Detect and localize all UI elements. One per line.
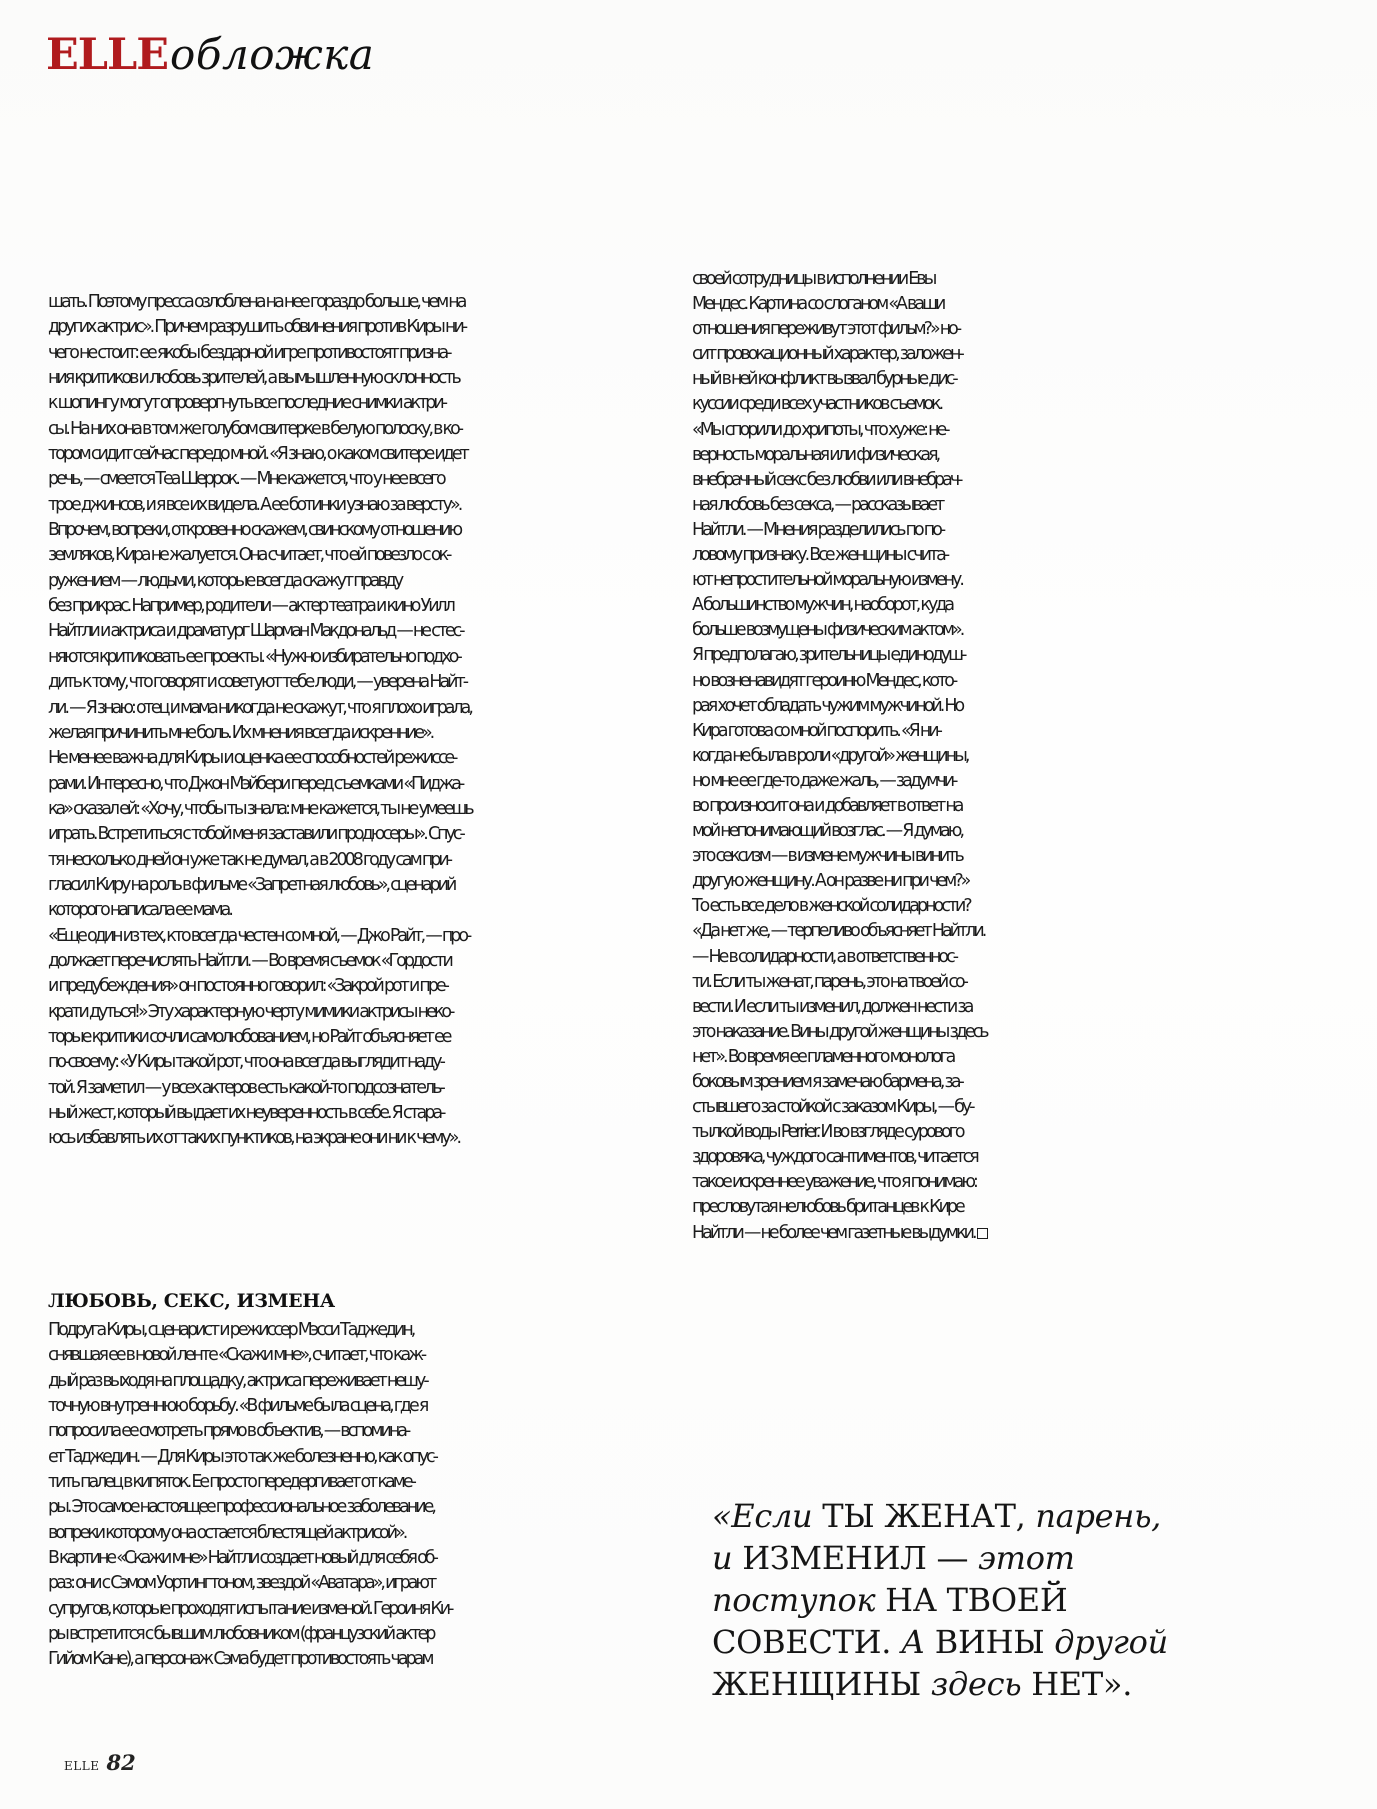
text-line: юсь избавлять их от таких пунктиков, на экране они ни к чему».: [48, 1128, 460, 1149]
text-line: гласил Киру на роль в фильме «Запретная любовь», сценарий: [48, 874, 455, 895]
text-line: снявшая ее в новой ленте «Скажи мне», считает, что каж-: [48, 1345, 425, 1366]
text-line: ры. Это самое настоящее профессиональное заболевание,: [48, 1497, 434, 1518]
pull-quote-line: [712, 1495, 1192, 1537]
pull-quote-italic-fragment: другой: [1054, 1623, 1168, 1661]
pull-quote-line: [712, 1663, 1192, 1705]
text-line: отношения переживут этот фильм?» но-: [692, 319, 960, 340]
text-line: сит провокационный характер, заложен-: [692, 344, 962, 365]
text-line: «Да нет же, — терпеливо объясняет Найтли.: [692, 921, 985, 942]
text-line: и предубеждения» он постоянно говорил: «Закрой рот и пре-: [48, 976, 447, 997]
pull-quote-italic-fragment: этот: [978, 1539, 1075, 1577]
text-line: ют непростительной моральную измену.: [692, 570, 962, 591]
text-line: «Еще один из тех, кто всегда честен со мной, — Джо Райт, — про-: [48, 925, 470, 946]
page-number: 82: [106, 1750, 136, 1775]
text-line: шать. Поэтому пресса озлоблена на нее гораздо больше, чем на: [48, 292, 465, 312]
text-line: В картине «Скажи мне» Найтли создает новый для себя об-: [48, 1548, 436, 1569]
text-line: других актрис». Причем разрушить обвинения против Киры ни-: [48, 317, 466, 338]
pull-quote-italic-fragment: поступок: [712, 1581, 886, 1619]
text-line: своей сотрудницы в исполнении Евы: [692, 269, 935, 289]
text-line: той. Я заметил — у всех актеров есть какой-то подсознатель-: [48, 1077, 443, 1098]
text-line: «Мы спорили до хрипоты, что хуже: не-: [692, 419, 948, 440]
text-line: ружением — людьми, которые всегда скажут правду: [48, 570, 402, 591]
text-line-final: [692, 1221, 1122, 1246]
text-line: рами. Интересно, что Джон Мэйбери перед съемками «Пиджа-: [48, 773, 463, 794]
text-line: когда не была в роли «другой» женщины,: [692, 745, 968, 766]
section-header: [46, 30, 374, 90]
text-line: То есть все дело в женской солидарности?: [692, 896, 970, 917]
text-line: супругов, которые проходят испытание изменой. Героиня Ки-: [48, 1598, 452, 1619]
text-line: Кира готова со мной поспорить. «Я ни-: [692, 720, 940, 741]
text-line: ный жест, который выдает их неуверенность в себе. Я стара-: [48, 1103, 444, 1123]
text-line: попросила ее смотреть прямо в объектив, — вспомина-: [48, 1421, 409, 1442]
text-line: тить палец в кипяток. Ее просто передергивает от каме-: [48, 1472, 414, 1493]
text-line: пресловутая нелюбовь британцев к Кире: [692, 1197, 963, 1218]
pull-quote-caps-fragment: ТЫ ЖЕНАТ,: [822, 1497, 1036, 1535]
text-line: торые критики сочли самолюбованием, но Райт объясняет ее: [48, 1026, 450, 1047]
text-line: земляков, Кира не жалуется. Она считает, что ей повезло с ок-: [48, 545, 450, 566]
text-line: другую женщину. А он разве ни при чем?»: [692, 871, 969, 892]
text-line: ния критиков и любовь зрителей, а вымышленную склонность: [48, 368, 459, 389]
text-line: тя несколько дней он уже так не думал, а в 2008 году сам при-: [48, 849, 451, 870]
text-line: трое джинсов, и я все их видела. А ее ботинки узнаю за версту».: [48, 494, 461, 515]
text-line: чего не стоит: ее якобы бездарной игре противостоят призна-: [48, 342, 450, 363]
pull-quote-caps-fragment: СОВЕСТИ.: [712, 1623, 901, 1661]
text-line: Не менее важна для Киры и оценка ее способностей режиссе-: [48, 748, 456, 769]
subheading: ЛЮБОВЬ, СЕКС, ИЗМЕНА: [48, 1290, 335, 1312]
elle-logo: ELLE: [46, 30, 169, 80]
text-line: по-своему: «У Киры такой рот, что она всегда выглядит наду-: [48, 1052, 443, 1073]
text-line: рая хочет обладать чужим мужчиной. Но: [692, 695, 963, 716]
text-line: внебрачный секс без любви или внебрач-: [692, 469, 961, 490]
text-line: мой непонимающий возглас. — Я думаю,: [692, 821, 963, 842]
text-line: ка» сказал ей: «Хочу, чтобы ты знала: мне кажется, ты не умеешь: [48, 798, 472, 819]
text-line: — Не в солидарности, а в ответственнос-: [692, 946, 957, 967]
footer-brand: ELLE: [64, 1759, 100, 1773]
text-line: А большинство мужчин, наоборот, куда: [692, 595, 953, 616]
text-line: ет Таджедин. — Для Киры это так же болезненно, как опус-: [48, 1446, 436, 1467]
section-title: обложка: [170, 30, 375, 79]
left-column-text-part-1: [48, 290, 648, 1152]
pull-quote-caps-fragment: ИЗМЕНИЛ —: [742, 1539, 979, 1577]
text-line: дый раз выходя на площадку, актриса переживает нешу-: [48, 1370, 427, 1391]
text-line: крати дуться!» Эту характерную черту мимики актрисы неко-: [48, 1001, 453, 1022]
text-line: играть. Встретиться с тобой меня заставили продюсеры». Спус-: [48, 824, 463, 845]
pull-quote-line: [712, 1537, 1192, 1579]
text-line: верность моральная или физическая,: [692, 444, 939, 465]
text-line: без прикрас. Например, родители — актер театра и кино Уилл: [48, 596, 453, 617]
text-line: няются критиковать ее проекты. «Нужно избирательно подхо-: [48, 646, 460, 667]
pull-quote-line: [712, 1621, 1192, 1663]
text-line: Впрочем, вопреки, откровенно скажем, свинскому отношению: [48, 520, 461, 541]
text-line: раз: они с Сэмом Уортингтоном, звездой «Аватара», играют: [48, 1573, 435, 1594]
text-line: Найтли — не более чем газетные выдумки.: [692, 1222, 975, 1243]
text-line: но возненавидят героиню Мендес, кото-: [692, 670, 956, 691]
text-line: ная любовь без секса, — рассказывает: [692, 494, 943, 515]
right-column-text: [692, 267, 1122, 1246]
text-line: это сексизм — в измене мужчины винить: [692, 846, 962, 867]
text-line: к шопингу могут опровергнуть все последние снимки актри-: [48, 393, 446, 414]
pull-quote-italic-fragment: парень,: [1035, 1497, 1162, 1535]
text-line: ры встретится с бывшим любовником (французский актер: [48, 1624, 434, 1645]
text-line: больше возмущены физическим актом».: [692, 620, 963, 641]
text-line: желая причинить мне боль. Их мнения всегда искренние».: [48, 722, 433, 743]
text-line: ловому признаку. Все женщины счита-: [692, 545, 948, 566]
text-line: точную внутреннюю борьбу. «В фильме была сцена, где я: [48, 1396, 427, 1417]
text-line: должает перечислять Найтли. — Во время съемок «Гордости: [48, 950, 451, 971]
text-line: это наказание. Вины другой женщины здесь: [692, 1021, 987, 1042]
pull-quote-caps-fragment: НЕТ».: [1031, 1665, 1133, 1703]
text-line: речь, — смеется Теа Шеррок. — Мне кажется, что у нее всего: [48, 469, 444, 490]
page-footer: [64, 1750, 136, 1775]
text-line: вопреки которому она остается блестящей актрисой».: [48, 1522, 406, 1543]
text-line: Гийом Кане), а персонаж Сэма будет противостоять чарам: [48, 1649, 432, 1670]
text-line: нет». Во время ее пламенного монолога: [692, 1046, 954, 1067]
text-line: здоровяка, чуждого сантиментов, читается: [692, 1147, 977, 1168]
text-line: куссии среди всех участников съемок.: [692, 394, 942, 415]
text-line: боковым зрением я замечаю бармена, за-: [692, 1072, 962, 1092]
text-line: тором сидит сейчас передо мной. «Я знаю, о каком свитере идет: [48, 444, 467, 465]
end-of-article-square-icon: [977, 1228, 988, 1239]
text-line: такое искреннее уважение, что я понимаю:: [692, 1172, 976, 1193]
text-line: сы. На них она в том же голубом свитерке в белую полоску, в ко-: [48, 418, 462, 439]
text-line: во произносит она и добавляет в ответ на: [692, 795, 962, 816]
pull-quote-caps-fragment: ЖЕНЩИНЫ: [712, 1665, 931, 1703]
text-line: вести. И если ты изменил, должен нести за: [692, 996, 972, 1017]
left-column-text-part-2: [48, 1318, 648, 1673]
text-line: Подруга Киры, сценарист и режиссер Мэсси Таджедин,: [48, 1320, 414, 1340]
pull-quote-italic-fragment: здесь: [930, 1665, 1032, 1703]
text-line: ный в ней конфликт вызвал бурные дис-: [692, 369, 956, 390]
text-line: Найтли и актриса и драматург Шарман Макдональд — не стес-: [48, 621, 463, 642]
pull-quote-line: [712, 1579, 1192, 1621]
pull-quote-italic-fragment: и: [712, 1539, 743, 1577]
pull-quote: [712, 1495, 1192, 1705]
text-line: ли. — Я знаю: отец и мама никогда не скажут, что я плохо играла,: [48, 697, 471, 718]
text-line: которого написала ее мама.: [48, 900, 231, 921]
text-line: но мне ее где-то даже жаль, — задумчи-: [692, 770, 956, 791]
text-line: Найтли. — Мнения разделились по по-: [692, 519, 944, 540]
text-line: тылкой воды Perrier. И во взгляде сурового: [692, 1122, 963, 1143]
text-line: ти. Если ты женат, парень, это на твоей со-: [692, 971, 966, 992]
text-line: Мендес. Картина со слоганом «А ваши: [692, 294, 944, 315]
pull-quote-italic-fragment: А: [900, 1623, 935, 1661]
text-line: Я предполагаю, зрительницы единодуш-: [692, 645, 965, 666]
text-line: стывшего за стойкой с заказом Киры, — бу-: [692, 1097, 973, 1118]
pull-quote-caps-fragment: ВИНЫ: [934, 1623, 1055, 1661]
pull-quote-caps-fragment: НА ТВОЕЙ: [885, 1581, 1068, 1619]
text-line: дить к тому, что говорят и советуют тебе люди, — уверена Найт-: [48, 672, 467, 693]
pull-quote-italic-fragment: «Если: [712, 1497, 823, 1535]
